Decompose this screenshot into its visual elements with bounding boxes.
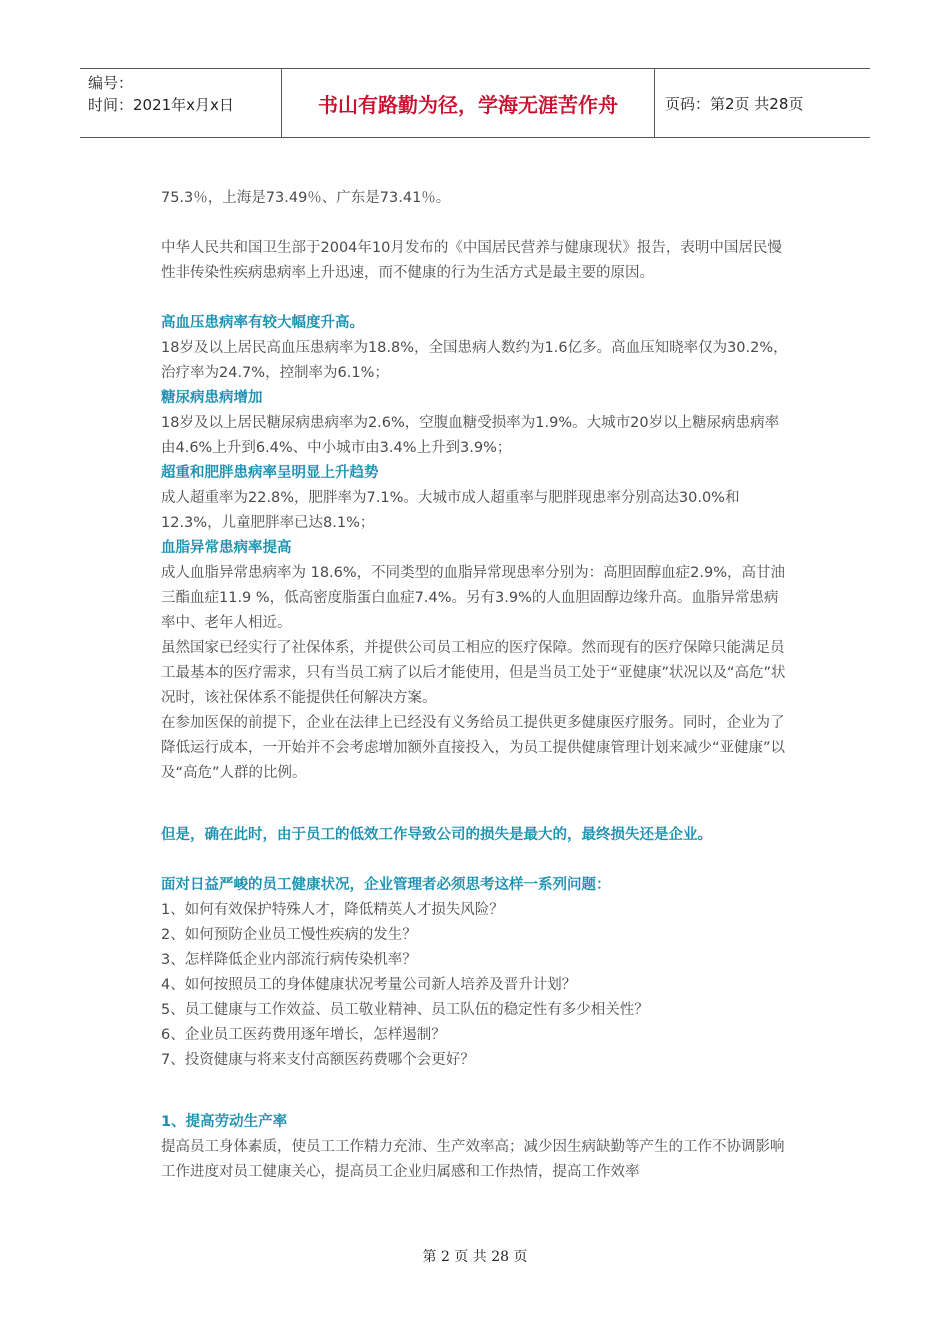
section-heading: 面对日益严峻的员工健康状况，企业管理者必须思考这样一系列问题： (161, 877, 611, 893)
section-heading: 血脂异常患病率提高 (161, 540, 292, 556)
paragraph: 18岁及以上居民高血压患病率为18.8%，全国患病人数约为1.6亿多。高血压知晓率仅为30.2%，治疗率为24.7%，控制率为6.1%； (161, 340, 788, 381)
question-item: 7、投资健康与将来支付高额医药费哪个会更好？ (161, 1052, 475, 1068)
paragraph: 75.3％，上海是73.49％、广东是73.41％。 (161, 190, 451, 206)
question-item: 2、如何预防企业员工慢性疾病的发生？ (161, 927, 417, 943)
section-heading: 超重和肥胖患病率呈明显上升趋势 (161, 465, 379, 481)
header-page-info: 页码：第2页 共28页 (665, 94, 804, 113)
page-body (161, 186, 791, 1185)
emphasis-statement: 但是，确在此时，由于员工的低效工作导致公司的损失是最大的，最终损失还是企业。 (161, 827, 712, 843)
paragraph: 虽然国家已经实行了社保体系，并提供公司员工相应的医疗保障。然而现有的医疗保障只能满足员工最基本的医疗需求，只有当员工病了以后才能使用，但是当员工处于“亚健康”状况以及“高危”状况时，该社保体系不能提供任何解决方案。 (161, 640, 786, 706)
paragraph: 在参加医保的前提下，企业在法律上已经没有义务给员工提供更多健康医疗服务。同时，企业为了降低运行成本，一开始并不会考虑增加额外直接投入，为员工提供健康管理计划来减少“亚健康”以及“高危”人群的比例。 (161, 715, 786, 781)
question-item: 6、企业员工医药费用逐年增长，怎样遏制？ (161, 1027, 446, 1043)
section-heading: 1、提高劳动生产率 (161, 1114, 288, 1130)
question-item: 5、员工健康与工作效益、员工敬业精神、员工队伍的稳定性有多少相关性？ (161, 1002, 649, 1018)
paragraph: 中华人民共和国卫生部于2004年10月发布的《中国居民营养与健康现状》报告，表明中国居民慢性非传染性疾病患病率上升迅速，而不健康的行为生活方式是最主要的原因。 (161, 240, 782, 281)
question-item: 1、如何有效保护特殊人才，降低精英人才损失风险？ (161, 902, 504, 918)
question-item: 3、怎样降低企业内部流行病传染机率？ (161, 952, 417, 968)
question-item: 4、如何按照员工的身体健康状况考量公司新人培养及晋升计划？ (161, 977, 577, 993)
section-heading: 高血压患病率有较大幅度升高。 (161, 315, 364, 331)
paragraph: 18岁及以上居民糖尿病患病率为2.6%，空腹血糖受损率为1.9%。大城市20岁以上糖尿病患病率由4.6%上升到6.4%、中小城市由3.4%上升到3.9%； (161, 415, 780, 456)
document-number: 编号： (88, 74, 134, 92)
page-footer: 第 2 页 共 28 页 (422, 1249, 528, 1265)
section-heading: 糖尿病患病增加 (161, 390, 263, 406)
page-header (80, 68, 870, 138)
document-time: 时间：2021年x月x日 (88, 96, 234, 114)
paragraph: 提高员工身体素质，使员工工作精力充沛、生产效率高；减少因生病缺勤等产生的工作不协调影响工作进度对员工健康关心，提高员工企业归属感和工作热情，提高工作效率 (161, 1139, 785, 1180)
paragraph: 成人血脂异常患病率为 18.6%，不同类型的血脂异常现患率分别为：高胆固醇血症2.9%，高甘油三酯血症11.9 %，低高密度脂蛋白血症7.4%。另有3.9%的人血胆固醇边缘升高。血脂异常患病率中、老年人相近。 (161, 565, 786, 631)
header-meta (80, 69, 281, 137)
paragraph: 成人超重率为22.8%，肥胖率为7.1%。大城市成人超重率与肥胖现患率分别高达30.0%和12.3%，儿童肥胖率已达8.1%； (161, 490, 740, 531)
header-motto: 书山有路勤为径，学海无涯苦作舟 (281, 69, 655, 137)
